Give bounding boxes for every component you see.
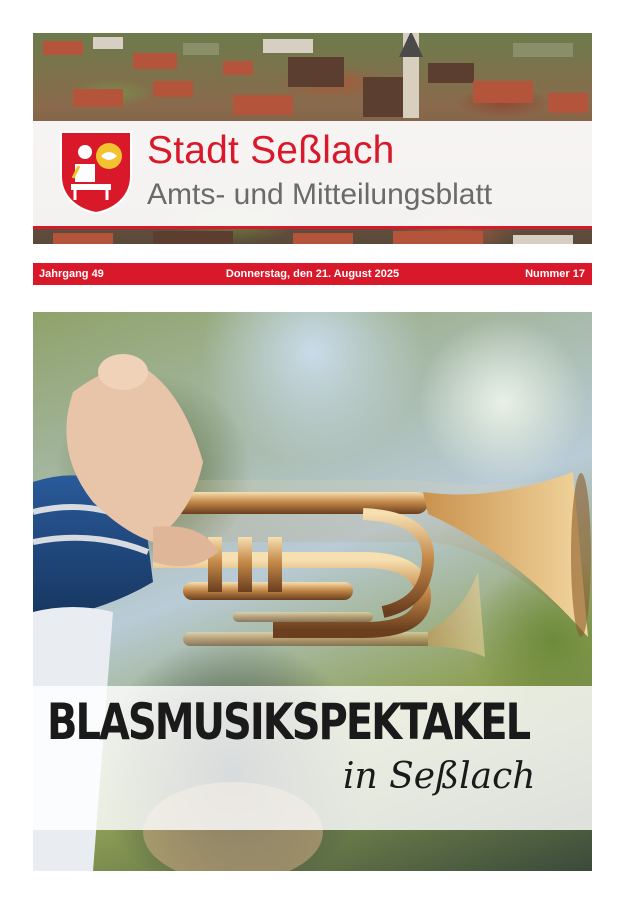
coat-of-arms-icon [59, 130, 133, 214]
masthead [33, 33, 592, 244]
event-banner [33, 686, 592, 830]
cover-image [33, 312, 592, 871]
title-divider [33, 226, 592, 229]
cover-subline: in Seßlach [343, 756, 536, 797]
issue-date: Donnerstag, den 21. August 2025 [225, 268, 400, 280]
issue-number: Nummer 17 [525, 268, 585, 280]
issue-bar [33, 263, 592, 285]
masthead-title: Stadt Seßlach [147, 129, 395, 172]
issue-volume: Jahrgang 49 [39, 268, 104, 280]
masthead-subtitle: Amts- und Mitteilungsblatt [147, 178, 493, 211]
cover-headline: BLASMUSIKSPEKTAKEL [47, 694, 530, 752]
title-band [33, 121, 592, 229]
